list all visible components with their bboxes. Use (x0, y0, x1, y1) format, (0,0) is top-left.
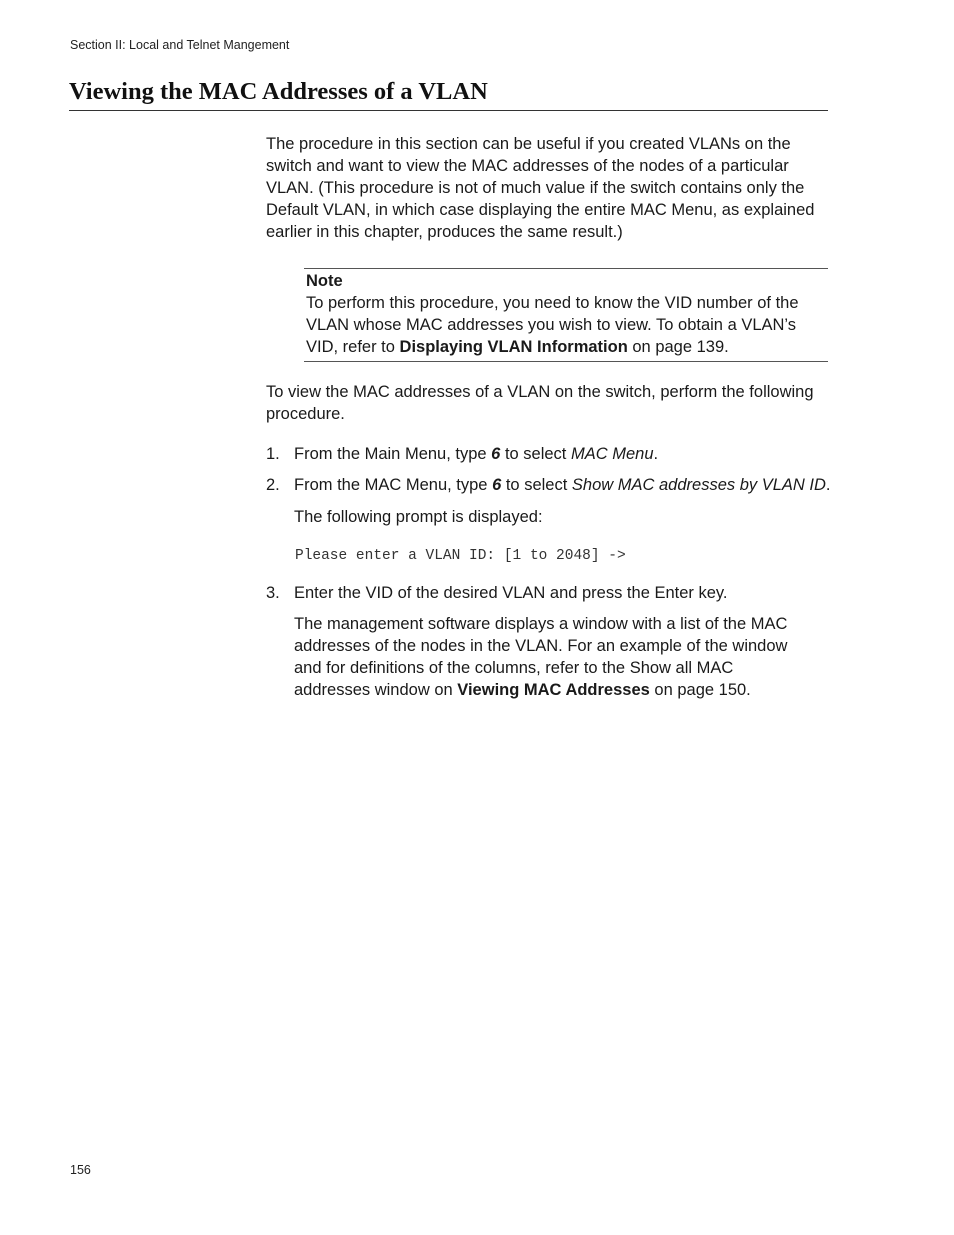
step-2-key: 6 (492, 476, 502, 494)
step-1-number: 1. (266, 445, 280, 463)
step-2-pre: From the MAC Menu, type (294, 476, 493, 494)
step-2-post: . (825, 476, 831, 494)
step-1-pre: From the Main Menu, type (294, 445, 492, 463)
step-3-detail-before: The management software displays a window with a list of the MAC addresses of the nodes in the VLAN. For an example of the window and for definitions of the columns, refer to the Show all MAC addresses window on (294, 615, 788, 699)
intro-paragraph: The procedure in this section can be useful if you created VLANs on the switch and want to view the MAC addresses of the nodes of a particular VLAN. (This procedure is not of much value if the switch contains only the Default VLAN, in which case displaying the entire MAC Menu, as explained earlier in this chapter, produces the same result.) (266, 135, 815, 241)
page-number: 156 (70, 1163, 91, 1177)
note-box (304, 268, 828, 362)
step-2-target: Show MAC addresses by VLAN ID (571, 476, 826, 494)
step-3-number: 3. (266, 584, 280, 602)
note-text-after: on page 139. (627, 338, 729, 356)
step-3-link-viewing-mac-addresses[interactable]: Viewing MAC Addresses (457, 681, 650, 699)
note-text-before: To perform this procedure, you need to know the VID number of the VLAN whose MAC addresses you wish to view. To obtain a VLAN’s VID, refer to (306, 294, 799, 356)
step-2-number: 2. (266, 476, 280, 494)
step-1-target: MAC Menu (570, 445, 654, 463)
step-1-text (294, 443, 658, 465)
procedure-lead: To view the MAC addresses of a VLAN on the switch, perform the following procedure. (266, 383, 814, 423)
step-3-detail-after: on page 150. (649, 681, 751, 699)
step-3-detail (294, 613, 794, 701)
note-link-displaying-vlan-information[interactable]: Displaying VLAN Information (399, 338, 628, 356)
step-2-followup: The following prompt is displayed: (294, 508, 543, 526)
vlan-id-prompt: Please enter a VLAN ID: [1 to 2048] -> (295, 548, 626, 564)
section-title: Viewing the MAC Addresses of a VLAN (69, 77, 828, 111)
step-1-key: 6 (491, 445, 501, 463)
step-3-text: Enter the VID of the desired VLAN and press the Enter key. (294, 584, 728, 602)
step-2-text (294, 474, 831, 496)
step-1-mid: to select (500, 445, 571, 463)
step-1-post: . (653, 445, 659, 463)
running-header: Section II: Local and Telnet Mangement (70, 38, 290, 52)
step-2-mid: to select (501, 476, 572, 494)
note-heading: Note (306, 272, 343, 290)
